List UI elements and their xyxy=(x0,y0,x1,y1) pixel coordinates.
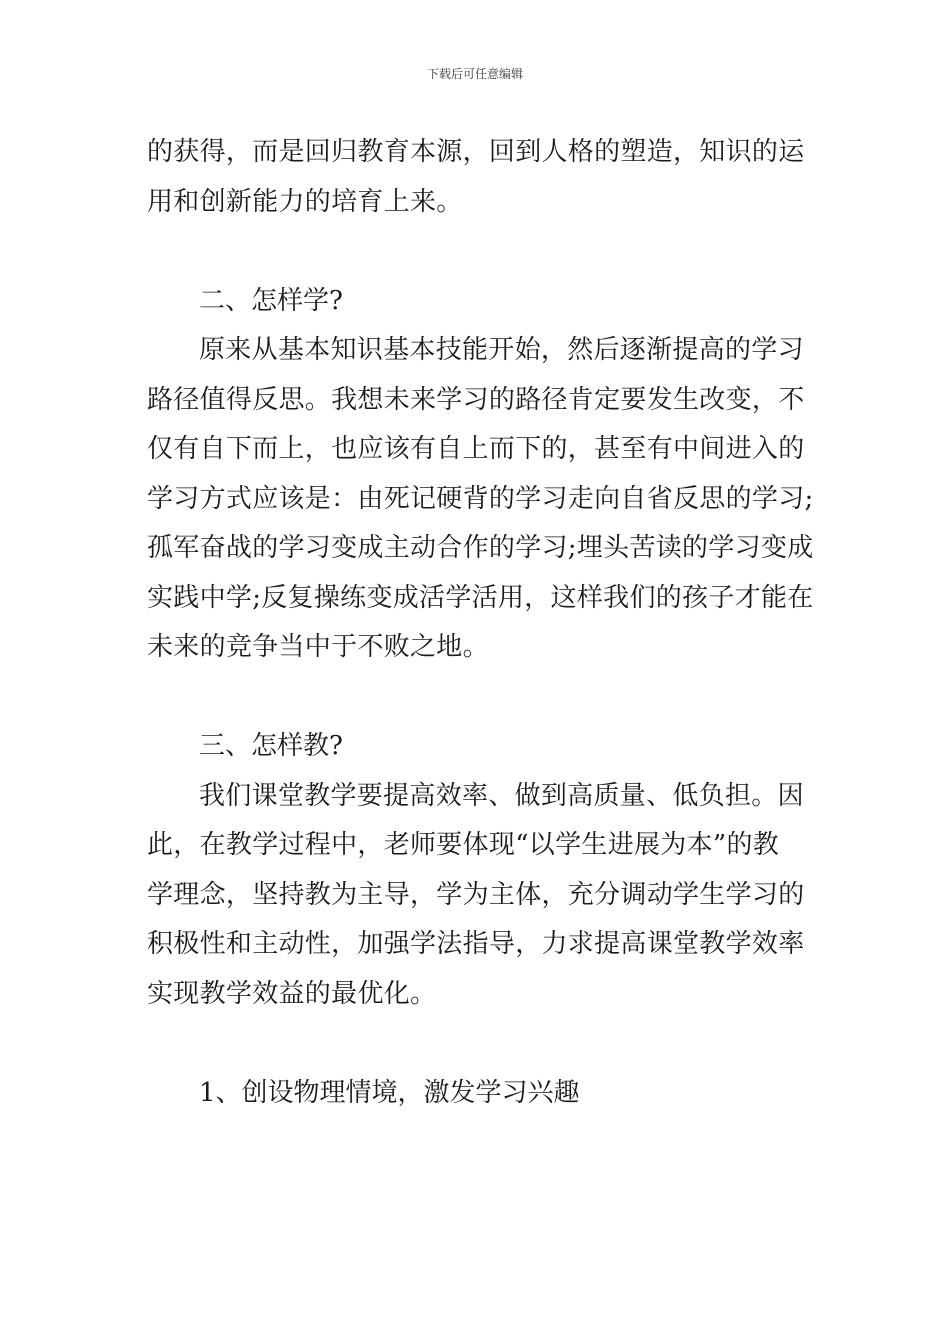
text-line: 此，在教学过程中，老师要体现“以学生进展为本”的教 xyxy=(147,830,780,860)
paragraph xyxy=(147,128,807,227)
section-heading: 三、怎样教? xyxy=(199,731,343,761)
text-line: 学理念，坚持教为主导，学为主体，充分调动学生学习的 xyxy=(147,879,805,910)
text-line: 学习方式应该是：由死记硬背的学习走向自省反思的学习; xyxy=(147,483,814,514)
text-line: 的获得，而是回归教育本源，回到人格的塑造，知识的运 xyxy=(147,137,805,167)
text-line: 实现教学效益的最优化。 xyxy=(147,978,437,1009)
text-line: 孤军奋战的学习变成主动合作的学习;埋头苦读的学习变成 xyxy=(147,533,814,563)
text-line: 积极性和主动性，加强学法指导，力求提高课堂教学效率 xyxy=(147,929,805,959)
text-line: 仅有自下而上，也应该有自上而下的，甚至有中间进入的 xyxy=(147,434,805,464)
paragraph xyxy=(147,772,807,1020)
text-line: 原来从基本知识基本技能开始，然后逐渐提高的学习 xyxy=(199,335,804,365)
section-heading: 二、怎样学? xyxy=(199,285,343,316)
page-header: 下载后可任意编辑 xyxy=(426,67,523,81)
text-line: 用和创新能力的培育上来。 xyxy=(147,186,463,217)
text-line: 实践中学;反复操练变成活学活用，这样我们的孩子才能在 xyxy=(147,582,814,613)
text-line: 我们课堂教学要提高效率、做到高质量、低负担。因 xyxy=(199,780,804,811)
document-body xyxy=(147,128,814,1118)
subsection-heading: 1、创设物理情境，激发学习兴趣 xyxy=(199,1077,580,1108)
text-line: 路径值得反思。我想未来学习的路径肯定要发生改变，不 xyxy=(147,384,805,415)
text-line: 未来的竞争当中于不败之地。 xyxy=(147,632,489,662)
paragraph xyxy=(147,326,814,673)
